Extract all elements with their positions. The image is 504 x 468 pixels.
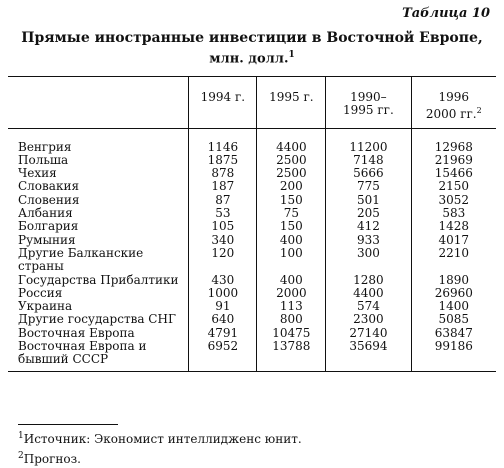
value-cell: 3052 [411, 194, 496, 207]
table-row [8, 287, 496, 300]
value-cell: 35694 [326, 340, 411, 371]
footnote-1 [18, 428, 302, 448]
value-cell: 53 [189, 207, 257, 220]
country-name: Другие Балканские страны [18, 245, 144, 274]
value-cell: 12968 [411, 141, 496, 154]
country-name: Россия [18, 285, 63, 300]
value-cell: 4400 [326, 287, 411, 300]
footnotes [18, 428, 302, 468]
value-cell: 400 [257, 274, 326, 287]
header-1994 [189, 77, 257, 129]
value-cell: 640 [189, 313, 257, 326]
value-cell: 2500 [257, 154, 326, 167]
value-cell: 775 [326, 180, 411, 193]
table-number-label: Таблица 10 [402, 6, 490, 21]
footnote-mark: 2 [18, 451, 24, 461]
value-cell: 933 [326, 234, 411, 247]
footnote-text: Источник: Экономист интеллидженс юнит. [23, 432, 302, 446]
header-label: 1995 г. [269, 90, 314, 104]
footnote-rule [18, 424, 118, 425]
value-cell: 340 [189, 234, 257, 247]
units-text: млн. долл. [209, 51, 289, 67]
value-cell: 430 [189, 274, 257, 287]
country-name: Восточная Европа и бывший СССР [8, 340, 189, 371]
value-cell: 2150 [411, 180, 496, 193]
country-name: Другие государства СНГ [18, 312, 176, 327]
table-row [8, 220, 496, 233]
value-cell: 21969 [411, 154, 496, 167]
value-cell: 105 [189, 220, 257, 233]
country-name: Государства Прибалтики [18, 272, 179, 287]
footnote-ref-1: 1 [288, 50, 295, 60]
value-cell: 1280 [326, 274, 411, 287]
value-cell: 300 [326, 247, 411, 274]
value-cell: 1400 [411, 300, 496, 313]
value-cell: 150 [257, 194, 326, 207]
value-cell: 7148 [326, 154, 411, 167]
table-row [8, 327, 496, 340]
value-cell: 5085 [411, 313, 496, 326]
value-cell: 100 [257, 247, 326, 274]
value-cell: 63847 [411, 327, 496, 340]
value-cell: 1146 [189, 141, 257, 154]
table-row [8, 180, 496, 193]
value-cell: 1428 [411, 220, 496, 233]
value-cell: 878 [189, 167, 257, 180]
country-name: Украина [18, 299, 73, 314]
country-name: Словения [18, 192, 80, 207]
country-name: Болгария [18, 219, 79, 234]
value-cell: 800 [257, 313, 326, 326]
value-cell: 10475 [257, 327, 326, 340]
value-cell: 4791 [189, 327, 257, 340]
country-name: Чехия [18, 166, 57, 181]
value-cell: 26960 [411, 287, 496, 300]
table-row [8, 247, 496, 274]
footnote-2 [18, 448, 302, 468]
value-cell: 412 [326, 220, 411, 233]
table-row [8, 274, 496, 287]
header-1996-2000 [411, 77, 496, 129]
value-cell: 583 [411, 207, 496, 220]
header-country [8, 77, 189, 129]
value-cell: 11200 [326, 141, 411, 154]
footnote-text: Прогноз. [23, 452, 81, 466]
table-body [8, 128, 496, 371]
country-name: Албания [18, 206, 73, 221]
value-cell: 91 [189, 300, 257, 313]
footnote-mark: 1 [18, 431, 24, 441]
value-cell: 4400 [257, 141, 326, 154]
value-cell: 2000 [257, 287, 326, 300]
value-cell: 1890 [411, 274, 496, 287]
table-row [8, 234, 496, 247]
value-cell: 2500 [257, 167, 326, 180]
value-cell: 15466 [411, 167, 496, 180]
value-cell: 6952 [189, 340, 257, 371]
value-cell: 2210 [411, 247, 496, 274]
value-cell: 187 [189, 180, 257, 193]
investment-table [8, 76, 496, 372]
value-cell: 205 [326, 207, 411, 220]
country-name: Венгрия [18, 139, 72, 154]
value-cell: 4017 [411, 234, 496, 247]
table-row [8, 167, 496, 180]
value-cell: 120 [189, 247, 257, 274]
table-row [8, 207, 496, 220]
table-row [8, 194, 496, 207]
value-cell: 2300 [326, 313, 411, 326]
header-label: 1996 2000 гг. [425, 90, 477, 122]
value-cell: 200 [257, 180, 326, 193]
table-subtitle [0, 50, 504, 66]
country-name: Словакия [18, 179, 80, 194]
value-cell: 501 [326, 194, 411, 207]
table-row [8, 141, 496, 154]
value-cell: 1000 [189, 287, 257, 300]
header-row [8, 77, 496, 129]
header-1995 [257, 77, 326, 129]
value-cell: 113 [257, 300, 326, 313]
value-cell: 1875 [189, 154, 257, 167]
value-cell: 27140 [326, 327, 411, 340]
header-label: 1994 г. [200, 90, 246, 104]
header-1990-1995 [326, 77, 411, 129]
value-cell: 13788 [257, 340, 326, 371]
table-row [8, 313, 496, 326]
value-cell: 5666 [326, 167, 411, 180]
table-title: Прямые иностранные инвестиции в Восточной Европе, [21, 30, 483, 46]
value-cell: 75 [257, 207, 326, 220]
value-cell: 400 [257, 234, 326, 247]
value-cell: 87 [189, 194, 257, 207]
table-row [8, 154, 496, 167]
value-cell: 150 [257, 220, 326, 233]
country-name: Польша [18, 152, 69, 167]
value-cell: 574 [326, 300, 411, 313]
header-label: 1990– 1995 гг. [343, 90, 394, 118]
country-name: Румыния [18, 232, 76, 247]
table-row [8, 340, 496, 371]
country-name: Восточная Европа [18, 325, 135, 340]
spacer-row [8, 128, 496, 141]
table-row [8, 300, 496, 313]
value-cell: 99186 [411, 340, 496, 371]
footnote-ref-2: 2 [476, 106, 482, 116]
